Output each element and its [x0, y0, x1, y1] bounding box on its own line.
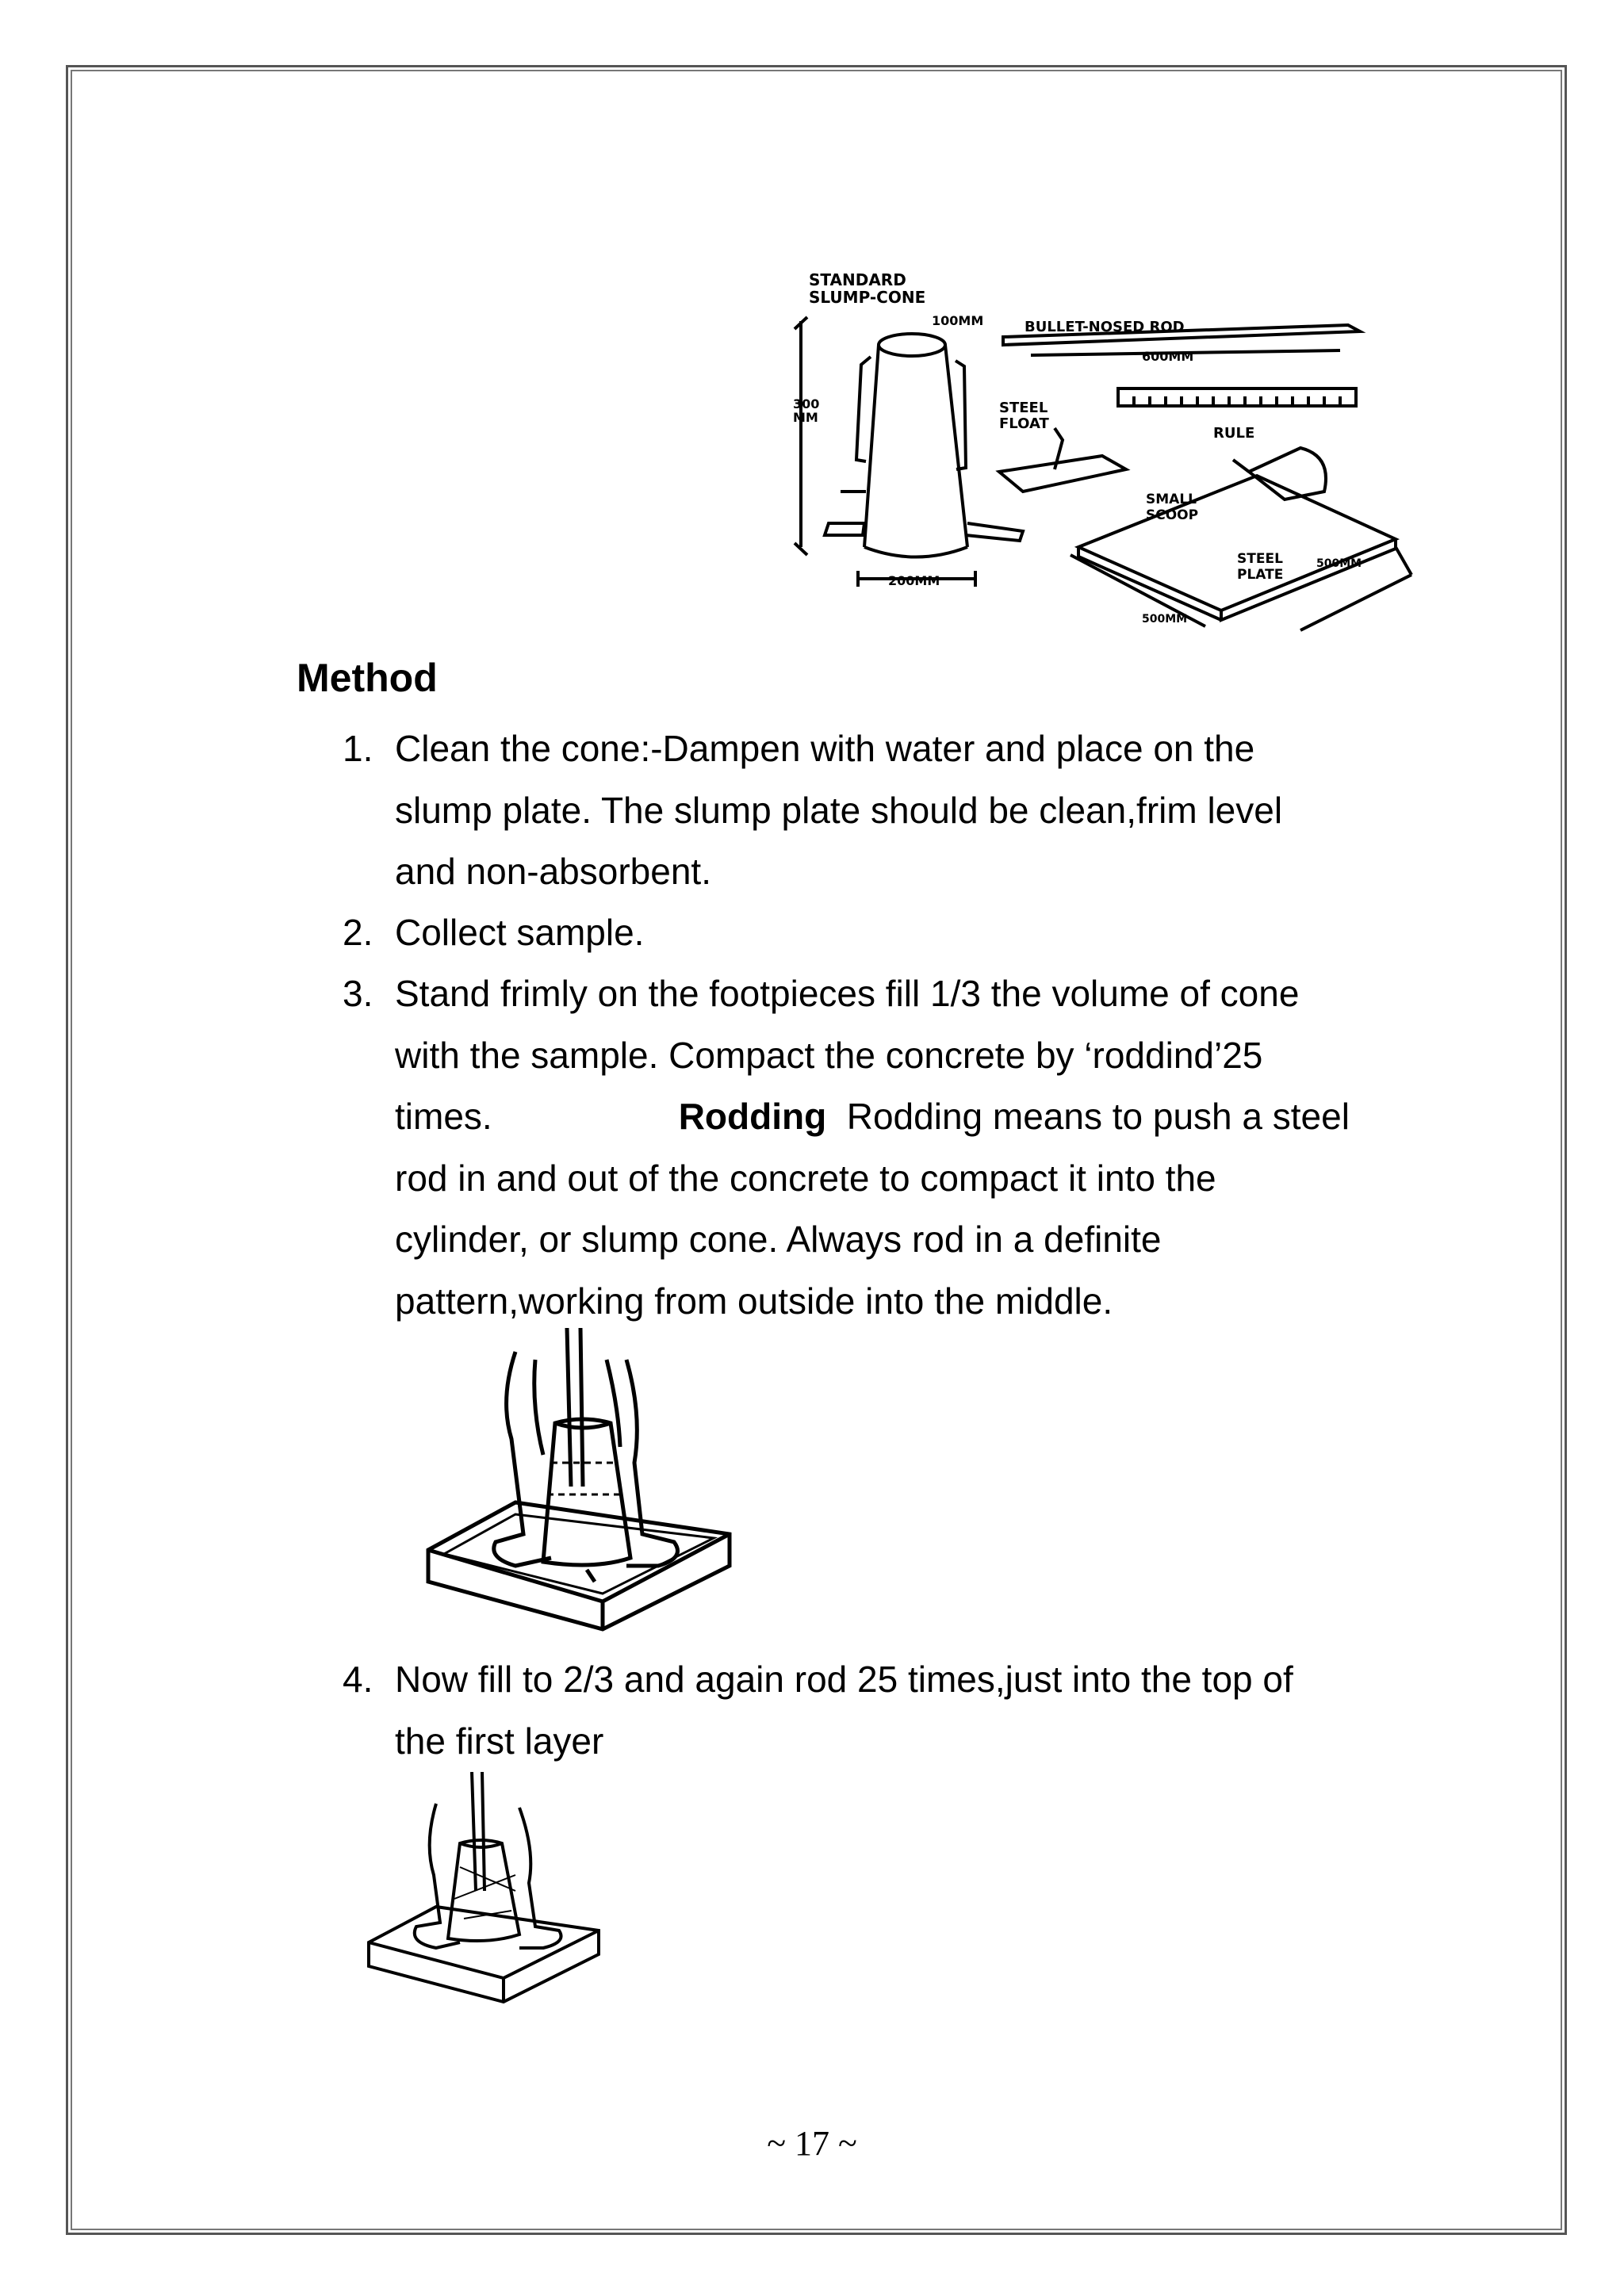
rodding-second-layer-figure: [361, 1772, 615, 2010]
label-plate-2: PLATE: [1237, 567, 1284, 583]
item-line: Stand frimly on the footpieces fill 1/3 the volume of cone: [395, 973, 1300, 1014]
item-line: Collect sample.: [395, 912, 645, 953]
item-number: 2.: [343, 912, 373, 953]
slump-test-equipment-figure: [793, 262, 1427, 642]
rodding-label: Rodding: [678, 1096, 827, 1137]
times-word: times.: [395, 1096, 492, 1137]
label-plate-1: STEEL: [1237, 551, 1283, 567]
label-scoop-2: SCOOP: [1146, 507, 1199, 523]
item-line: pattern,working from outside into the middle.: [395, 1280, 1113, 1322]
item-line: the first layer: [395, 1720, 604, 1762]
item-line: Now fill to 2/3 and again rod 25 times,just into the top of: [395, 1659, 1293, 1700]
label-plate-dim-a: 500MM: [1316, 557, 1362, 570]
item-line: slump plate. The slump plate should be clean,frim level: [395, 789, 1283, 831]
method-heading: Method: [297, 656, 438, 700]
label-float-2: FLOAT: [999, 415, 1049, 432]
label-base-dim: 200MM: [888, 573, 940, 588]
label-rod-length: 600MM: [1142, 349, 1194, 364]
item-line-rodding: [395, 1086, 1473, 1148]
label-rod: BULLET-NOSED ROD: [1025, 319, 1185, 335]
item-line: with the sample. Compact the concrete by ‘roddind’25: [395, 1034, 1263, 1076]
item-line: Clean the cone:-Dampen with water and place on the: [395, 728, 1255, 769]
item-number: 1.: [343, 728, 373, 769]
item-line: and non-absorbent.: [395, 851, 711, 892]
label-float-1: STEEL: [999, 400, 1048, 416]
rodding-first-layer-figure: [412, 1328, 745, 1645]
item-number: 3.: [343, 973, 373, 1014]
page-number: ~ 17 ~: [767, 2124, 857, 2163]
label-cone-2: SLUMP-CONE: [809, 288, 926, 307]
item-line: rod in and out of the concrete to compact it into the: [395, 1157, 1216, 1199]
label-height-dim-1: 300: [793, 396, 820, 411]
label-cone-1: STANDARD: [809, 270, 906, 289]
label-plate-dim-b: 500MM: [1142, 613, 1188, 626]
label-top-dim: 100MM: [932, 313, 984, 328]
label-height-dim-2: MM: [793, 410, 818, 425]
item-number: 4.: [343, 1659, 373, 1700]
label-scoop-1: SMALL: [1146, 492, 1197, 507]
item-line: cylinder, or slump cone. Always rod in a definite: [395, 1219, 1162, 1260]
label-rule: RULE: [1213, 425, 1255, 442]
rodding-definition: Rodding means to push a steel: [846, 1096, 1350, 1137]
